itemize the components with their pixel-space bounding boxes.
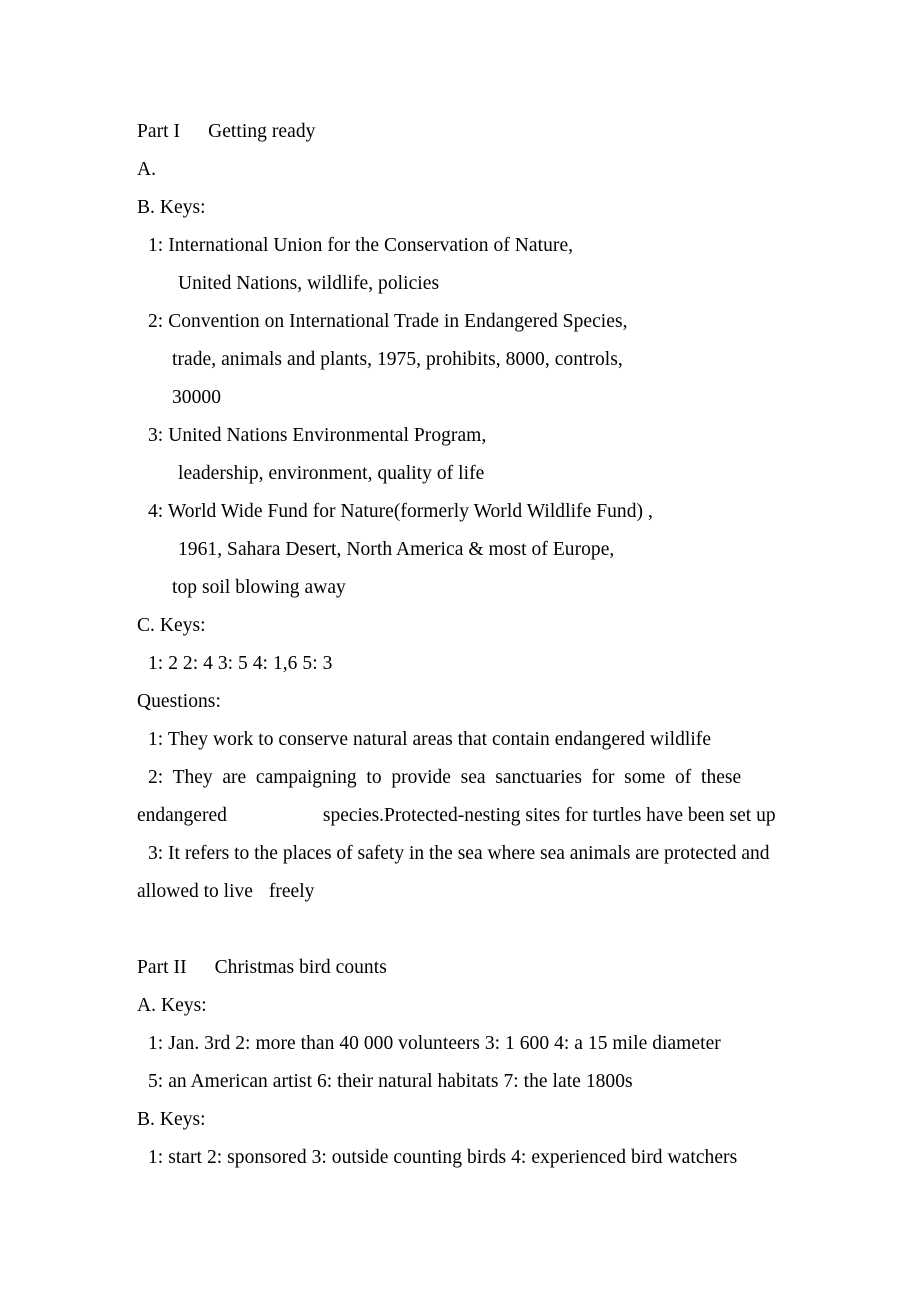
b-key-item-1-continuation: United Nations, wildlife, policies [178, 273, 440, 294]
part2-section-b-label: B. Keys: [137, 1109, 206, 1130]
question-answer-1: 1: They work to conserve natural areas that contain endangered wildlife [148, 729, 712, 750]
b-key-item-2-continuation-1: trade, animals and plants, 1975, prohibits, 8000, controls, [172, 349, 623, 370]
part1-section-b-label: B. Keys: [137, 197, 206, 218]
part2-a-key-line-1: 1: Jan. 3rd 2: more than 40 000 volunteers 3: 1 600 4: a 15 mile diameter [148, 1033, 721, 1054]
b-key-item-4: 4: World Wide Fund for Nature(formerly World Wildlife Fund) , [148, 501, 653, 522]
document-body [137, 113, 782, 1177]
question-answer-3-segment-b: freely [268, 881, 315, 902]
b-key-item-2-continuation-2: 30000 [172, 387, 221, 408]
part2-a-key-line-2: 5: an American artist 6: their natural habitats 7: the late 1800s [148, 1071, 633, 1092]
b-key-item-3: 3: United Nations Environmental Program, [148, 425, 487, 446]
part1-heading-title: Getting ready [208, 121, 316, 142]
question-answer-3-segment-a: allowed to live [137, 881, 253, 902]
question-answer-2-segment-b: species.Protected-nesting sites for turtles have been set up [322, 805, 776, 826]
part1-heading [137, 113, 782, 151]
question-answer-2-line-1: 2: They are campaigning to provide sea sanctuaries for some of these [148, 767, 742, 788]
question-answer-2-segment-a: endangered [137, 805, 227, 826]
b-key-item-2: 2: Convention on International Trade in Endangered Species, [148, 311, 628, 332]
b-key-item-4-continuation-1: 1961, Sahara Desert, North America & most of Europe, [178, 539, 615, 560]
part2-heading-label: Part II [137, 957, 187, 978]
question-answer-2-line-2 [137, 797, 782, 835]
part1-heading-label: Part I [137, 121, 181, 142]
section-separator [137, 911, 782, 949]
question-answer-3-line-2 [137, 873, 782, 911]
b-key-item-4-continuation-2: top soil blowing away [172, 577, 346, 598]
question-answer-3-line-1: 3: It refers to the places of safety in the sea where sea animals are protected and [148, 843, 770, 864]
part2-section-a-label: A. Keys: [137, 995, 207, 1016]
part2-b-key-line-1: 1: start 2: sponsored 3: outside counting birds 4: experienced bird watchers [148, 1147, 738, 1168]
part1-section-c-label: C. Keys: [137, 615, 206, 636]
part2-heading [137, 949, 782, 987]
b-key-item-1: 1: International Union for the Conservation of Nature, [148, 235, 574, 256]
part2-heading-title: Christmas bird counts [214, 957, 387, 978]
part1-section-a-label: A. [137, 159, 157, 180]
b-key-item-3-continuation: leadership, environment, quality of life [178, 463, 485, 484]
questions-label: Questions: [137, 691, 221, 712]
c-key-answers: 1: 2 2: 4 3: 5 4: 1,6 5: 3 [148, 653, 333, 674]
